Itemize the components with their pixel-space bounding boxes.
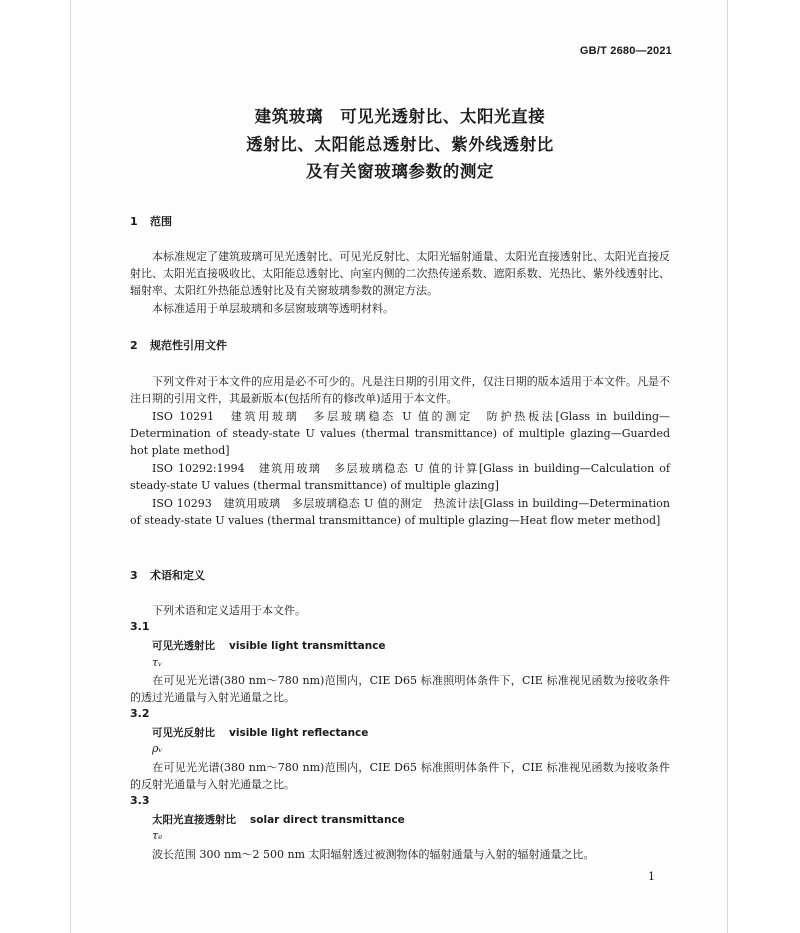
title-line-3: 及有关窗玻璃参数的测定 — [305, 162, 495, 181]
page-number: 1 — [648, 870, 655, 883]
term-3-1-number: 3.1 — [130, 620, 150, 633]
term-3-3-symbol: τₑ — [152, 829, 163, 842]
section-2-title: 规范性引用文件 — [150, 339, 227, 352]
section-1-heading — [130, 213, 172, 229]
term-3-3-number: 3.3 — [130, 794, 150, 807]
title-line-2: 透射比、太阳能总透射比、紫外线透射比 — [246, 135, 554, 154]
standard-number: GB/T 2680—2021 — [579, 45, 672, 57]
section-3-heading — [130, 567, 205, 583]
page-edge-right — [727, 0, 728, 933]
term-3-1-name: 可见光透射比 visible light transmittance — [152, 640, 386, 652]
section-2-number: 2 — [130, 339, 138, 352]
term-3-3-definition: 波长范围 300 nm～2 500 nm 太阳辐射透过被测物体的辐射通量与入射的辐射通量之比。 — [152, 848, 595, 861]
page-edge-left — [70, 0, 71, 933]
section-2-heading — [130, 337, 227, 353]
section-1-title: 范围 — [150, 215, 172, 228]
term-3-2-name: 可见光反射比 visible light reflectance — [152, 727, 369, 739]
reference-iso-10293: ISO 10293 建筑用玻璃 多层玻璃稳态 U 值的测定 热流计法[Glass in building—Determination of steady-state U values (thermal transmittance) of multiple glazing—Heat flow meter method] — [130, 497, 670, 528]
term-3-3-name: 太阳光直接透射比 solar direct transmittance — [152, 814, 405, 826]
section-3-title: 术语和定义 — [150, 569, 205, 582]
term-3-1-definition: 在可见光光谱(380 nm～780 nm)范围内，CIE D65 标准照明体条件下，CIE 标准视见函数为接收条件的透过光通量与入射光通量之比。 — [130, 674, 670, 705]
section-1-paragraph-2: 本标准适用于单层玻璃和多层窗玻璃等透明材料。 — [152, 302, 394, 315]
term-3-2-symbol: ρᵥ — [152, 742, 163, 755]
reference-iso-10291: ISO 10291 建筑用玻璃 多层玻璃稳态 U 值的测定 防护热板法[Glass in building—Determination of steady-state U values (thermal transmittance) of multiple glazing—Guarded hot plate method] — [130, 410, 670, 458]
term-3-2-number: 3.2 — [130, 707, 150, 720]
term-3-2-definition: 在可见光光谱(380 nm～780 nm)范围内，CIE D65 标准照明体条件下，CIE 标准视见函数为接收条件的反射光通量与入射光通量之比。 — [130, 761, 670, 792]
reference-iso-10292: ISO 10292:1994 建筑用玻璃 多层玻璃稳态 U 值的计算[Glass in building—Calculation of steady-state U values (thermal transmittance) of multiple glazing] — [130, 462, 670, 493]
section-2-paragraph-1: 下列文件对于本文件的应用是必不可少的。凡是注日期的引用文件，仅注日期的版本适用于本文件。凡是不注日期的引用文件，其最新版本(包括所有的修改单)适用于本文件。 — [130, 375, 670, 406]
title-line-1: 建筑玻璃 可见光透射比、太阳光直接 — [254, 107, 546, 126]
term-3-1-symbol: τᵥ — [152, 656, 163, 669]
section-3-paragraph-1: 下列术语和定义适用于本文件。 — [152, 604, 306, 617]
section-1-paragraph-1: 本标准规定了建筑玻璃可见光透射比、可见光反射比、太阳光辐射通量、太阳光直接透射比、太阳光直接反射比、太阳光直接吸收比、太阳能总透射比、向室内侧的二次热传递系数、遮阳系数、光热比、紫外线透射比、辐射率、太阳红外热能总透射比及有关窗玻璃参数的测定方法。 — [130, 250, 670, 298]
section-1-number: 1 — [130, 215, 138, 228]
section-3-number: 3 — [130, 569, 138, 582]
